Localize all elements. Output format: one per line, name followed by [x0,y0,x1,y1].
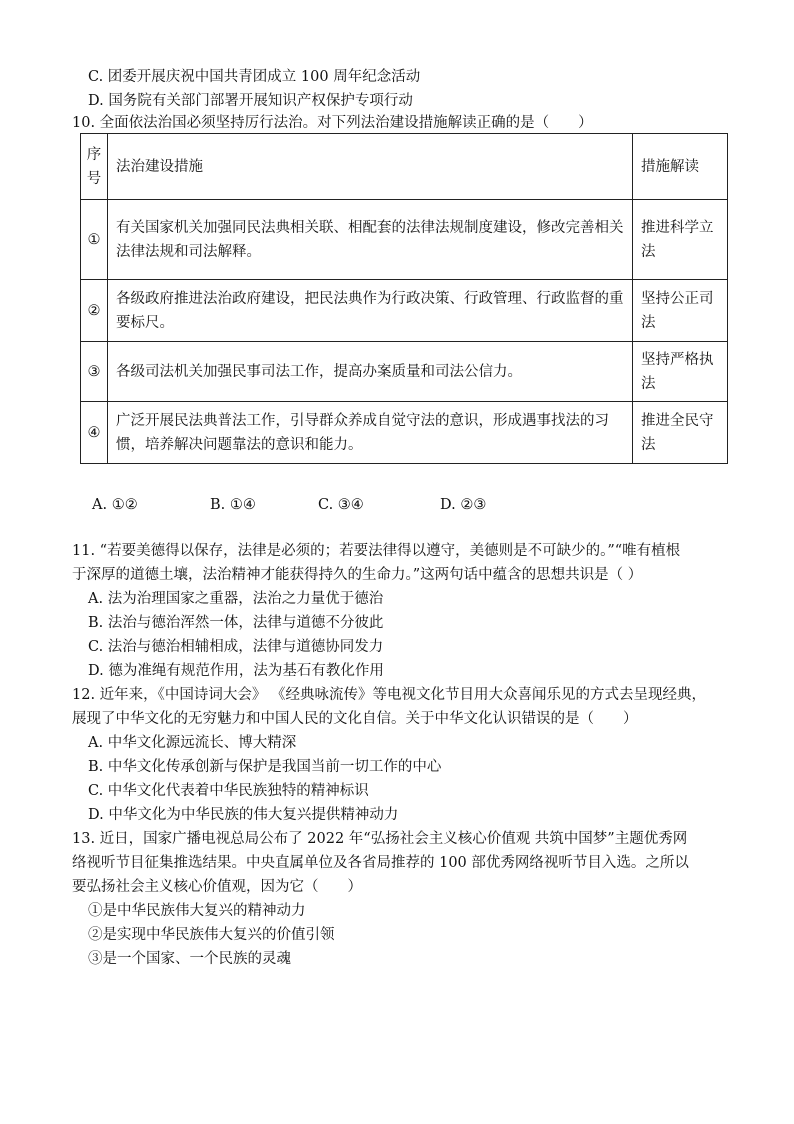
q9-option-d: D. 国务院有关部门部署开展知识产权保护专项行动 [88,93,413,109]
row-measure: 广泛开展民法典普法工作，引导群众养成自觉守法的意识，形成遇事找法的习惯，培养解决问题靠法的意识和能力。 [108,402,633,464]
header-reading: 措施解读 [633,134,728,200]
q10-options [92,494,486,516]
q11-option-a[interactable]: A. 法为治理国家之重器，法治之力量优于德治 [88,591,384,607]
q12-option-c[interactable]: C. 中华文化代表着中华民族独特的精神标识 [88,783,369,799]
q10-option-b[interactable]: B. ①④ [210,497,256,513]
q12-option-a[interactable]: A. 中华文化源远流长、博大精深 [88,735,297,751]
q10-option-a[interactable]: A. ①② [92,497,138,513]
header-number: 序号 [81,134,108,200]
row-measure: 各级政府推进法治政府建设，把民法典作为行政决策、行政管理、行政监督的重要标尺。 [108,280,633,342]
q12-option-d[interactable]: D. 中华文化为中华民族的伟大复兴提供精神动力 [88,807,399,823]
row-number: ③ [81,342,108,402]
row-reading: 坚持严格执法 [633,342,728,402]
row-number: ② [81,280,108,342]
q10-option-d[interactable]: D. ②③ [440,497,487,513]
table-header-row [81,134,728,200]
table-row [81,280,728,342]
row-measure: 有关国家机关加强同民法典相关联、相配套的法律法规制度建设，修改完善相关法律法规和司法解释。 [108,200,633,280]
q11-option-d[interactable]: D. 德为准绳有规范作用，法为基石有教化作用 [88,663,384,679]
q11-stem-line2: 于深厚的道德土壤，法治精神才能获得持久的生命力。”这两句话中蕴含的思想共识是（ ） [72,567,643,583]
q13-item-3: ③是一个国家、一个民族的灵魂 [88,951,291,967]
row-measure: 各级司法机关加强民事司法工作，提高办案质量和司法公信力。 [108,342,633,402]
header-measure: 法治建设措施 [108,134,633,200]
table-row [81,200,728,280]
row-reading: 坚持公正司法 [633,280,728,342]
q11-option-c[interactable]: C. 法治与德治相辅相成，法律与道德协同发力 [88,639,384,655]
row-number: ① [81,200,108,280]
q13-stem-line3: 要弘扬社会主义核心价值观，因为它（ ） [72,879,362,895]
q13-item-1: ①是中华民族伟大复兴的精神动力 [88,903,306,919]
q9-option-c: C. 团委开展庆祝中国共青团成立 100 周年纪念活动 [88,69,421,85]
q12-stem-line1: 12. 近年来，《中国诗词大会》 《经典咏流传》等电视文化节目用大众喜闻乐见的方式去呈现经典， [72,687,707,703]
table-row [81,342,728,402]
q13-stem-line2: 络视听节目征集推选结果。中央直属单位及各省局推荐的 100 部优秀网络视听节目入选。之所以 [72,855,689,871]
q13-stem-line1: 13. 近日，国家广播电视总局公布了 2022 年“弘扬社会主义核心价值观 共筑中国梦”主题优秀网 [72,831,688,847]
table-row [81,402,728,464]
measures-table [80,133,728,464]
q11-option-b[interactable]: B. 法治与德治浑然一体，法律与道德不分彼此 [88,615,384,631]
q11-stem-line1: 11. “若要美德得以保存，法律是必须的；若要法律得以遵守，美德则是不可缺少的。”“唯有植根 [72,543,681,559]
q12-stem-line2: 展现了中华文化的无穷魅力和中国人民的文化自信。关于中华文化认识错误的是（ ） [72,711,638,727]
q10-stem: 10. 全面依法治国必须坚持厉行法治。对下列法治建设措施解读正确的是（ ） [72,115,593,131]
row-reading: 推进全民守法 [633,402,728,464]
q13-item-2: ②是实现中华民族伟大复兴的价值引领 [88,927,335,943]
row-number: ④ [81,402,108,464]
row-reading: 推进科学立法 [633,200,728,280]
q10-option-c[interactable]: C. ③④ [318,497,364,513]
q12-option-b[interactable]: B. 中华文化传承创新与保护是我国当前一切工作的中心 [88,759,442,775]
